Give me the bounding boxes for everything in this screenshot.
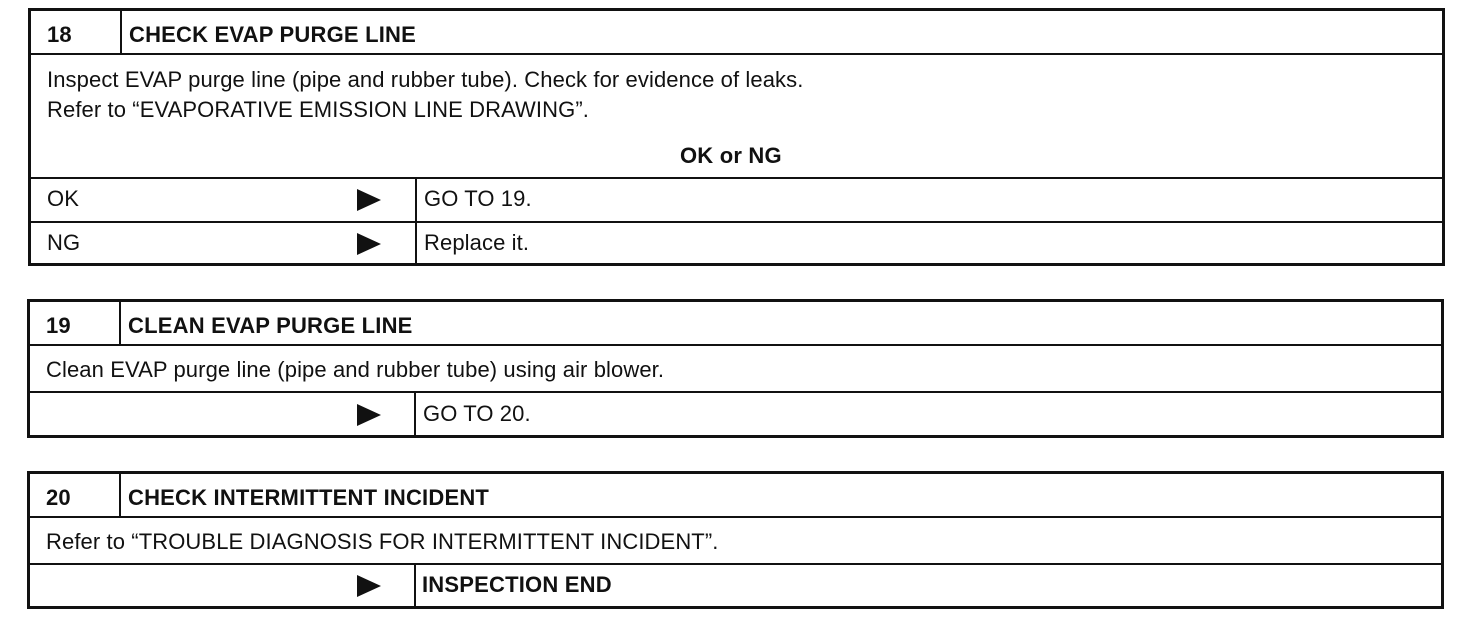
right-arrow-icon <box>357 404 381 426</box>
outcome-separator <box>30 563 1441 565</box>
step-title: CLEAN EVAP PURGE LINE <box>128 313 413 338</box>
outcome-divider <box>415 177 417 263</box>
header-separator <box>30 344 1441 346</box>
outcome-action: GO TO 20. <box>423 401 531 426</box>
outcome-action: Replace it. <box>424 230 530 255</box>
step-20-block <box>27 471 1444 609</box>
outcome-action: GO TO 19. <box>424 186 532 211</box>
step-number: 20 <box>46 485 71 510</box>
step-number: 19 <box>46 313 71 338</box>
right-arrow-icon <box>357 189 381 211</box>
header-divider <box>119 302 121 345</box>
instruction-line: Clean EVAP purge line (pipe and rubber tube) using air blower. <box>46 357 665 382</box>
outcome-separator <box>31 221 1442 223</box>
header-separator <box>31 53 1442 55</box>
header-separator <box>30 516 1441 518</box>
step-18-block <box>28 8 1445 266</box>
step-19-block <box>27 299 1444 438</box>
outcome-condition: NG <box>47 230 81 255</box>
instruction-line: Refer to “EVAPORATIVE EMISSION LINE DRAWING”. <box>47 97 589 122</box>
header-divider <box>120 11 122 54</box>
outcome-separator <box>31 177 1442 179</box>
instruction-line: Refer to “TROUBLE DIAGNOSIS FOR INTERMITTENT INCIDENT”. <box>46 529 719 554</box>
header-divider <box>119 474 121 517</box>
result-header: OK or NG <box>680 143 782 168</box>
right-arrow-icon <box>357 575 381 597</box>
right-arrow-icon <box>357 233 381 255</box>
outcome-separator <box>30 391 1441 393</box>
outcome-divider <box>414 391 416 435</box>
outcome-condition: OK <box>47 186 79 211</box>
step-title: CHECK EVAP PURGE LINE <box>129 22 416 47</box>
instruction-line: Inspect EVAP purge line (pipe and rubber tube). Check for evidence of leaks. <box>47 67 804 92</box>
step-number: 18 <box>47 22 72 47</box>
outcome-divider <box>414 563 416 606</box>
outcome-action: INSPECTION END <box>422 572 612 597</box>
step-title: CHECK INTERMITTENT INCIDENT <box>128 485 490 510</box>
